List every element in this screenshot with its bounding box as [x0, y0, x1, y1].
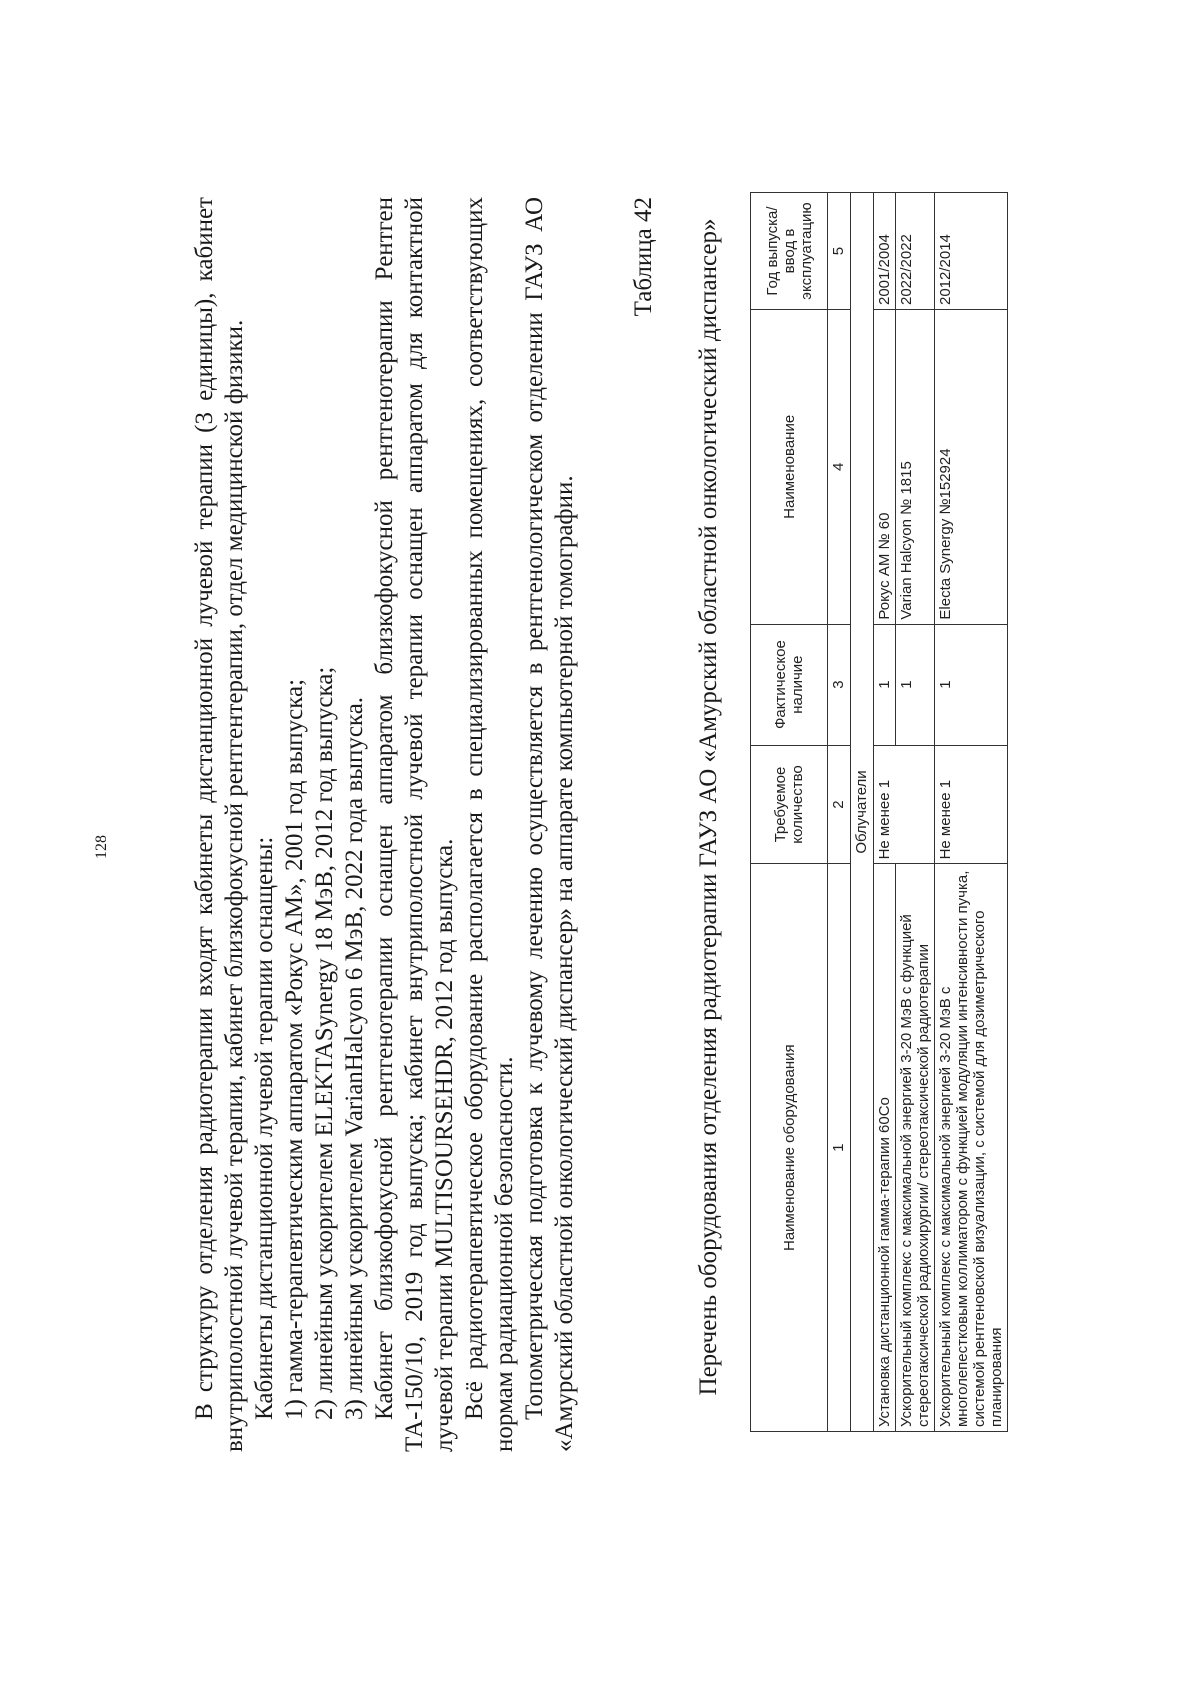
cell-required-qty: Не менее 1	[935, 745, 1008, 864]
cell-year: 2022/2022	[896, 193, 935, 310]
cell-equipment-name: Установка дистанционной гамма-терапии 60Со	[874, 864, 896, 1432]
paragraph-safety: Всё радиотерапевтическое оборудование располагается в специализированных помещениях, соответствующих нормам радиационной безопасности.	[461, 197, 518, 1452]
column-number: 3	[828, 624, 851, 745]
cell-year: 2001/2004	[874, 193, 896, 310]
list-item-rokus: 1) гамма-терапевтическим аппаратом «Рокус АМ», 2001 год выпуска;	[281, 678, 308, 1420]
column-number: 5	[828, 193, 851, 310]
header-equipment-name: Наименование оборудования	[751, 864, 828, 1432]
column-number: 4	[828, 310, 851, 625]
column-number: 1	[828, 864, 851, 1432]
table-column-numbers	[828, 193, 851, 1432]
cell-required-qty: Не менее 1	[874, 745, 935, 864]
cell-equipment-name: Ускорительный комплекс с максимальной энергией 3-20 МэВ с многолепестковым коллиматором с функцией модуляции интенсивности пучка, системой рентгеновской визуализации, с системой для дозиметрического планирования	[935, 864, 1008, 1432]
table-label: Таблица 42	[630, 197, 657, 317]
table-row	[874, 193, 896, 1432]
table-row	[935, 193, 1008, 1432]
cell-actual-qty: 1	[874, 624, 896, 745]
paragraph-structure: В структуру отделения радиотерапии входят кабинеты дистанционной лучевой терапии (3 единицы), кабинет внутриполостной лучевой терапии, кабинет близкофокусной рентгентерапии, отдел медицинской физики.	[191, 197, 248, 1452]
cell-equipment-name: Ускорительный комплекс с максимальной энергией 3-20 МэВ с функцией стереотаксической радиохирургии/ стереотаксической радиотерапии	[896, 864, 935, 1432]
page-number: 128	[93, 835, 110, 859]
cell-year: 2012/2014	[935, 193, 1008, 310]
paragraph-closefocus: Кабинет близкофокусной рентгенотерапии оснащен аппаратом близкофокусной рентгенотерапии Рентген ТА-150/10, 2019 год выпуска; кабинет внутриполостной лучевой терапии оснащен аппаратом для контактной лучевой терапии MULTISOURSEHDR, 2012 год выпуска.	[371, 197, 458, 1452]
equipment-table	[750, 192, 1008, 1432]
list-item-halcyon: 3) линейным ускорителем VarianHalcyon 6 МэВ, 2022 года выпуска.	[341, 696, 368, 1420]
column-number: 2	[828, 745, 851, 864]
table-group-row	[851, 193, 874, 1432]
cell-model: Varian Halcyon № 1815	[896, 310, 935, 625]
cell-actual-qty: 1	[935, 624, 1008, 745]
header-actual-qty: Фактическое наличие	[751, 624, 828, 745]
group-label: Облучатели	[851, 193, 874, 1432]
cell-model: Рокус АМ № 60	[874, 310, 896, 625]
header-required-qty: Требуемое количество	[751, 745, 828, 864]
list-item-elekta: 2) линейным ускорителем ELEKTASynergy 18 МэВ, 2012 год выпуска;	[311, 666, 338, 1420]
body-text	[190, 197, 580, 1452]
paragraph-topometry: Топометрическая подготовка к лучевому лечению осуществляется в рентгенологическом отделении ГАУЗ АО «Амурский областной онкологический диспансер» на аппарате компьютерной томографии.	[521, 197, 578, 1452]
paragraph-equipped-intro: Кабинеты дистанционной лучевой терапии оснащены:	[251, 836, 278, 1420]
cell-actual-qty: 1	[896, 624, 935, 745]
cell-model: Electa Synergy №152924	[935, 310, 1008, 625]
header-model: Наименование	[751, 310, 828, 625]
table-caption: Перечень оборудования отделения радиотерапии ГАУЗ АО «Амурский областной онкологический диспансер»	[695, 218, 722, 1396]
table-header-row	[751, 193, 828, 1432]
header-year: Год выпуска/ ввод в эксплуатацию	[751, 193, 828, 310]
